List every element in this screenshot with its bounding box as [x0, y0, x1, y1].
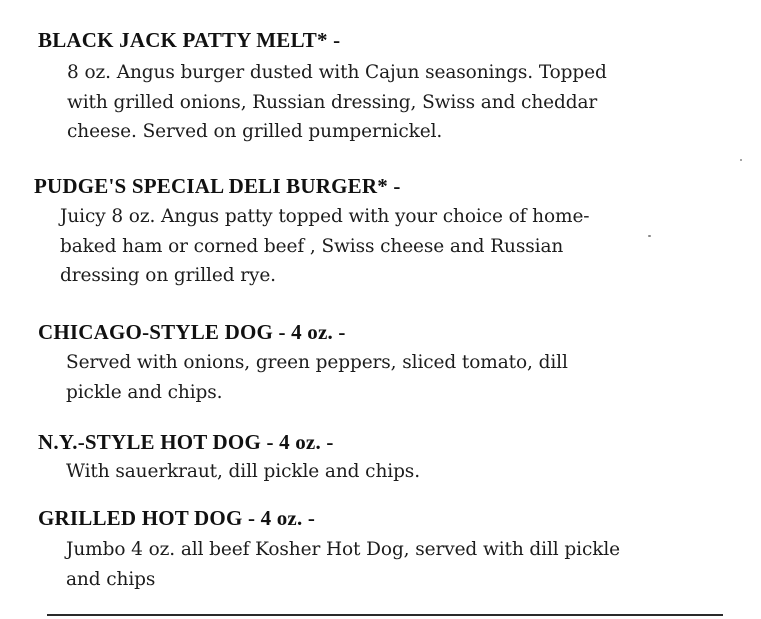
description-line: 8 oz. Angus burger dusted with Cajun seasonings. Topped [67, 62, 607, 83]
scan-speck [648, 235, 651, 237]
description-line: with grilled onions, Russian dressing, Swiss and cheddar [67, 91, 598, 113]
menu-item-description [66, 457, 420, 487]
scan-speck [740, 159, 742, 161]
menu-item-grilled-hot-dog [38, 505, 620, 594]
description-line: Juicy 8 oz. Angus patty topped with your choice of home- [60, 206, 590, 227]
menu-item-title: N.Y.-STYLE HOT DOG - 4 oz. - [38, 430, 334, 454]
menu-item-black-jack-patty-melt [38, 27, 607, 147]
menu-item-chicago-style-dog [38, 319, 568, 407]
menu-item-description [66, 535, 620, 594]
menu-item-description [67, 58, 607, 147]
menu-item-pudges-special-deli-burger [34, 173, 589, 291]
description-line: and chips [66, 568, 156, 590]
menu-item-title: BLACK JACK PATTY MELT* - [38, 28, 341, 52]
description-line: dressing on grilled rye. [60, 265, 276, 286]
menu-item-title: PUDGE'S SPECIAL DELI BURGER* - [34, 174, 401, 198]
description-line: cheese. Served on grilled pumpernickel. [67, 121, 443, 142]
menu-item-title: CHICAGO-STYLE DOG - 4 oz. - [38, 320, 346, 344]
divider-line [47, 614, 723, 616]
description-line: Served with onions, green peppers, sliced tomato, dill [66, 352, 568, 373]
description-line: pickle and chips. [66, 381, 223, 403]
description-line: With sauerkraut, dill pickle and chips. [66, 461, 420, 482]
description-line: Jumbo 4 oz. all beef Kosher Hot Dog, served with dill pickle [66, 539, 621, 560]
description-line: baked ham or corned beef , Swiss cheese and Russian [60, 235, 564, 257]
menu-item-description [60, 202, 589, 291]
menu-item-description [66, 348, 568, 407]
menu-item-title: GRILLED HOT DOG - 4 oz. - [38, 506, 316, 530]
menu-item-ny-style-hot-dog [38, 429, 420, 487]
